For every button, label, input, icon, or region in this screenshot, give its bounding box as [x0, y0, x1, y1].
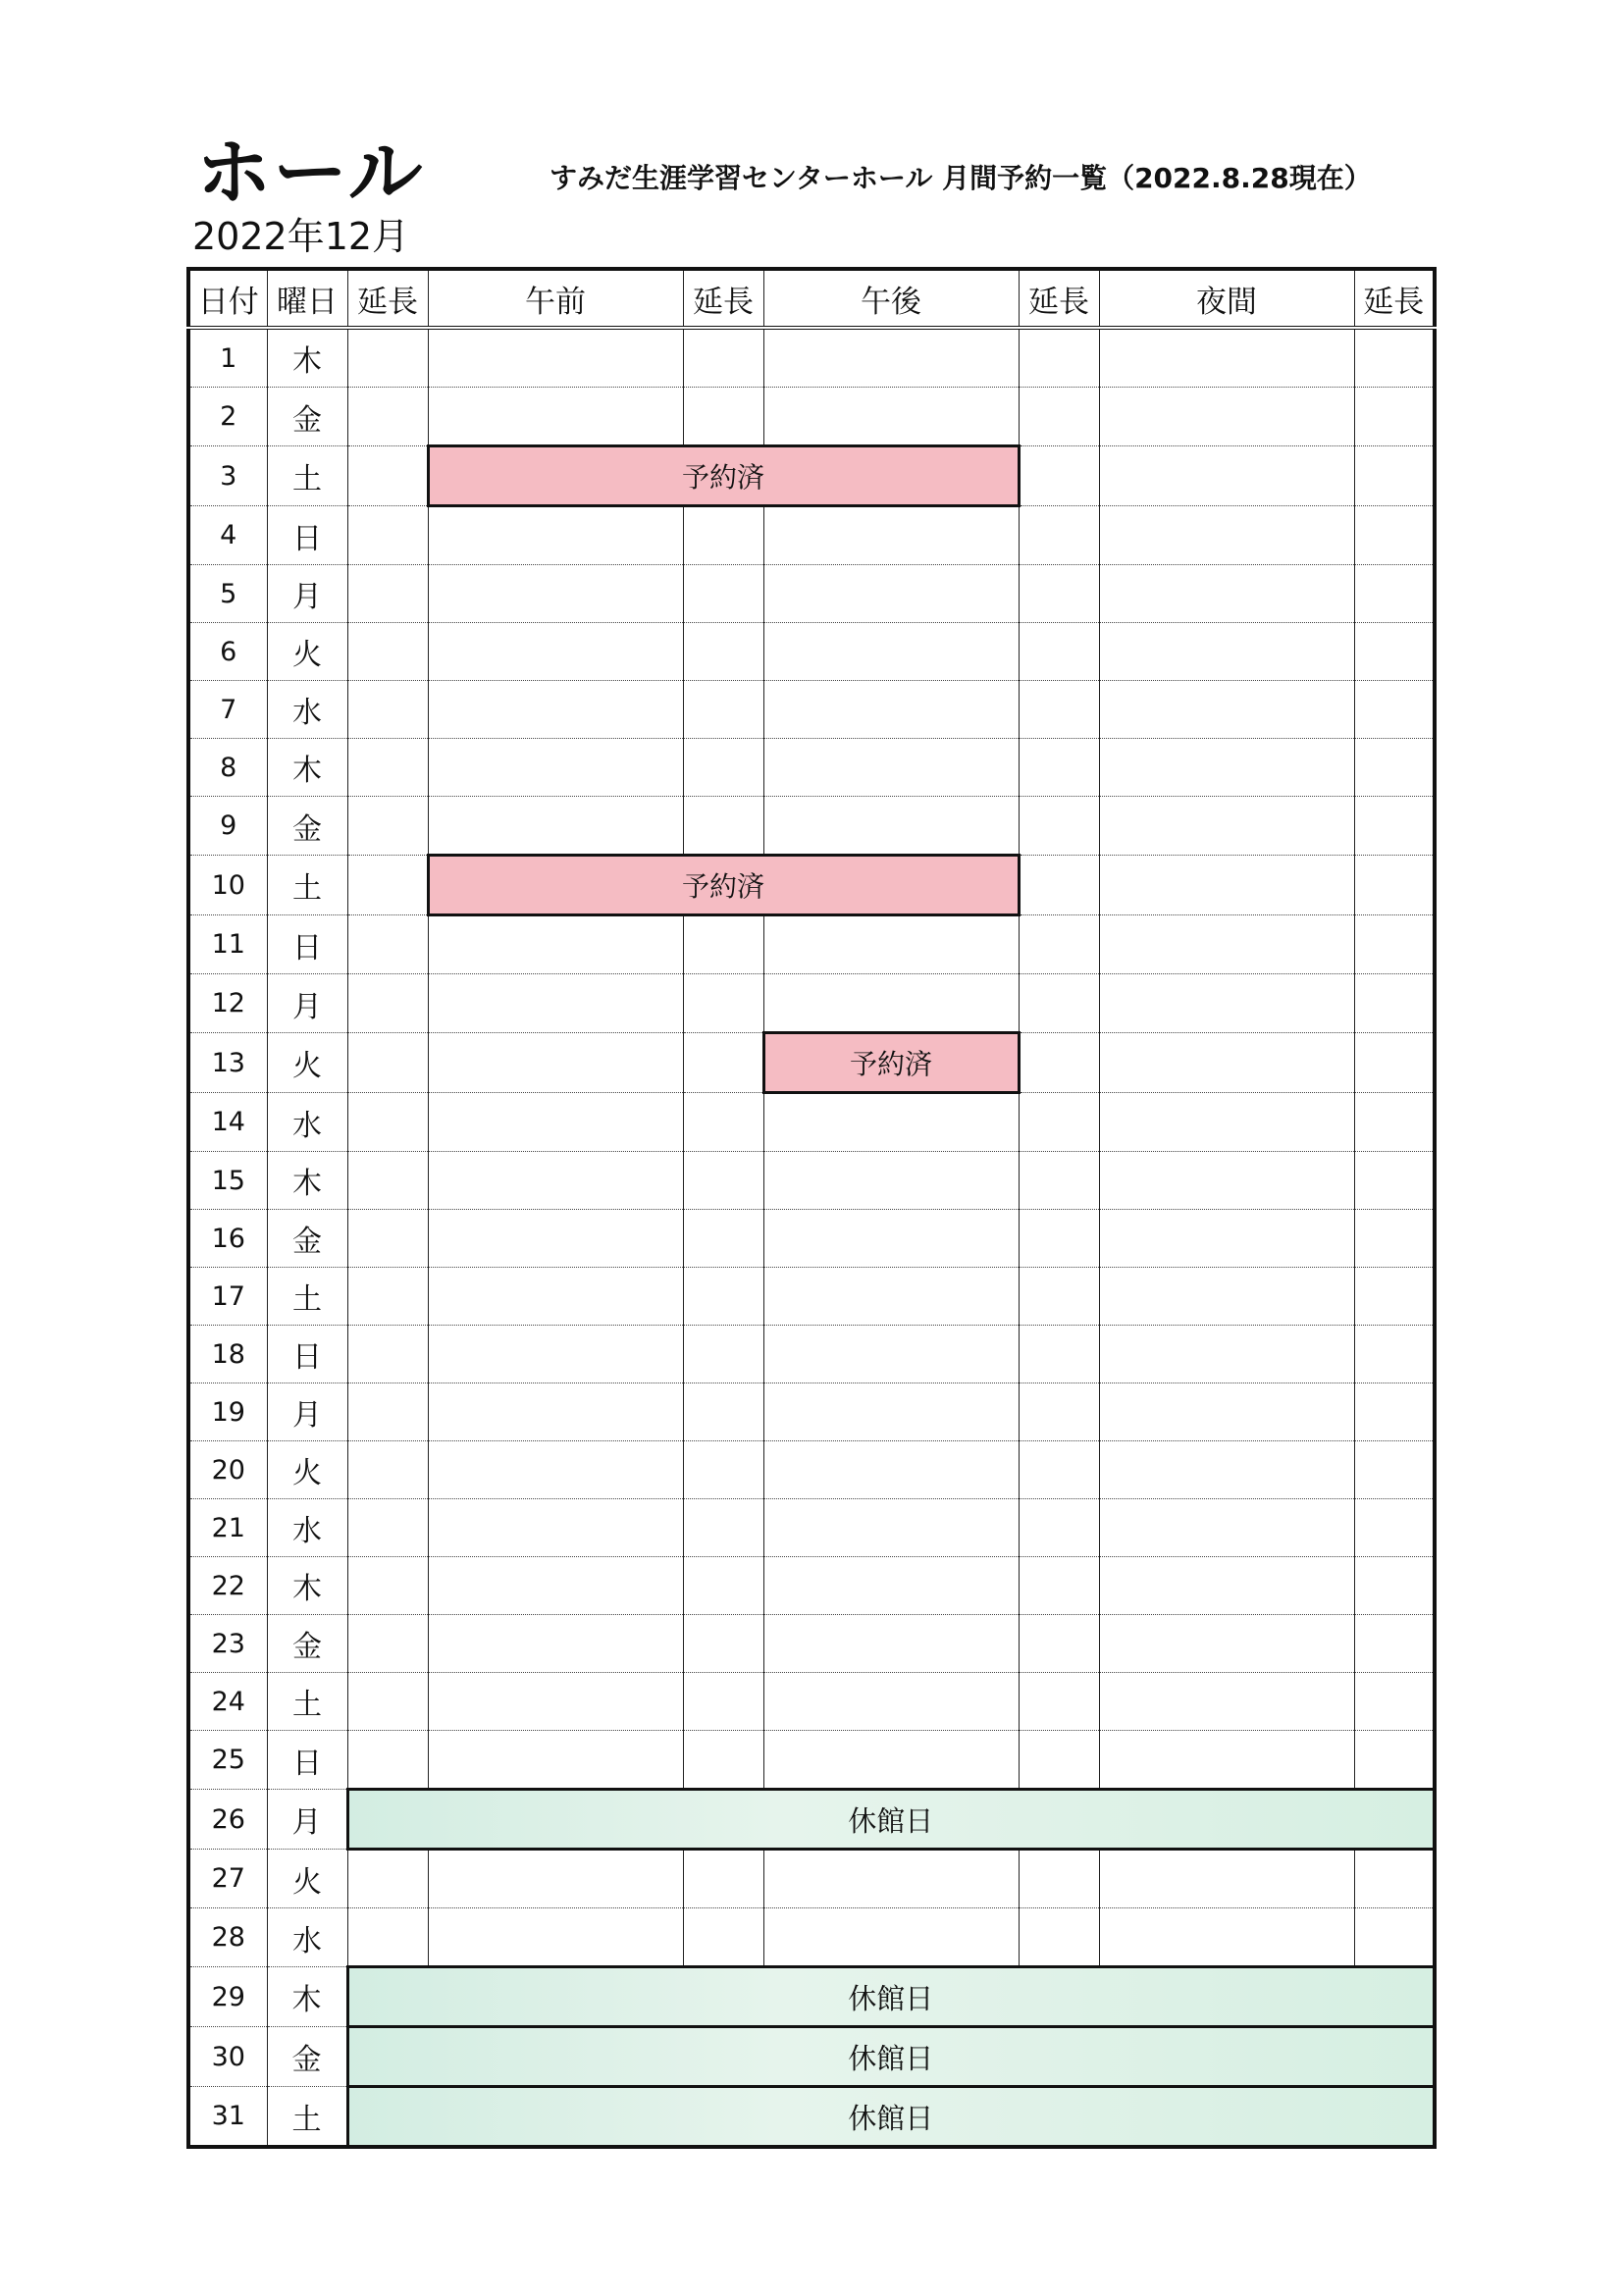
- table-row: [188, 446, 1435, 506]
- slot-cell: [1354, 1673, 1435, 1731]
- slot-cell: [1354, 1210, 1435, 1268]
- table-row: [188, 328, 1435, 388]
- slot-cell: [683, 328, 763, 388]
- slot-cell: [683, 739, 763, 797]
- slot-cell: [428, 623, 683, 681]
- slot-cell: [1099, 1210, 1354, 1268]
- table-row: [188, 388, 1435, 446]
- day-number: 18: [188, 1326, 267, 1383]
- slot-cell: [347, 739, 428, 797]
- weekday: 木: [267, 1152, 347, 1210]
- slot-cell: [428, 681, 683, 739]
- slot-cell: [347, 446, 428, 506]
- slot-cell: [1354, 1093, 1435, 1152]
- weekday: 日: [267, 915, 347, 974]
- slot-cell: [763, 1850, 1019, 1908]
- weekday: 日: [267, 1731, 347, 1790]
- slot-cell: [763, 797, 1019, 856]
- booked-cell: 予約済: [428, 446, 1019, 506]
- slot-cell: [1354, 1033, 1435, 1093]
- day-number: 25: [188, 1731, 267, 1790]
- slot-cell: [1019, 1152, 1099, 1210]
- slot-cell: [1354, 681, 1435, 739]
- slot-cell: [1099, 388, 1354, 446]
- slot-cell: [1099, 739, 1354, 797]
- slot-cell: [1354, 565, 1435, 623]
- slot-cell: [1354, 739, 1435, 797]
- slot-cell: [763, 388, 1019, 446]
- slot-cell: [1099, 1908, 1354, 1967]
- slot-cell: [428, 1152, 683, 1210]
- document-title: すみだ生涯学習センターホール 月間予約一覧（2022.8.28現在）: [550, 162, 1372, 194]
- slot-cell: [1354, 856, 1435, 915]
- weekday: 木: [267, 1557, 347, 1615]
- slot-cell: [1099, 328, 1354, 388]
- slot-cell: [1019, 1033, 1099, 1093]
- slot-cell: [763, 974, 1019, 1033]
- day-number: 17: [188, 1268, 267, 1326]
- table-row: [188, 1615, 1435, 1673]
- slot-cell: [347, 856, 428, 915]
- slot-cell: [1099, 1557, 1354, 1615]
- slot-cell: [347, 328, 428, 388]
- slot-cell: [347, 974, 428, 1033]
- slot-cell: [1354, 1731, 1435, 1790]
- reservation-table: [186, 267, 1437, 2149]
- slot-cell: [763, 681, 1019, 739]
- slot-cell: [683, 623, 763, 681]
- table-row: [188, 2027, 1435, 2087]
- slot-cell: [347, 1850, 428, 1908]
- slot-cell: [763, 1326, 1019, 1383]
- table-row: [188, 623, 1435, 681]
- slot-cell: [763, 1210, 1019, 1268]
- slot-cell: [1019, 681, 1099, 739]
- col-header-afternoon: 午後: [763, 269, 1019, 328]
- closed-day-cell: 休館日: [347, 2027, 1435, 2087]
- slot-cell: [428, 1441, 683, 1499]
- weekday: 金: [267, 1210, 347, 1268]
- table-row: [188, 1326, 1435, 1383]
- slot-cell: [1019, 974, 1099, 1033]
- slot-cell: [763, 1499, 1019, 1557]
- table-row: [188, 1908, 1435, 1967]
- table-row: [188, 1383, 1435, 1441]
- slot-cell: [683, 1326, 763, 1383]
- table-row: [188, 1268, 1435, 1326]
- slot-cell: [428, 388, 683, 446]
- table-row: [188, 681, 1435, 739]
- day-number: 12: [188, 974, 267, 1033]
- slot-cell: [347, 1033, 428, 1093]
- slot-cell: [1354, 797, 1435, 856]
- slot-cell: [1354, 446, 1435, 506]
- slot-cell: [428, 1850, 683, 1908]
- slot-cell: [428, 1093, 683, 1152]
- weekday: 火: [267, 1441, 347, 1499]
- day-number: 26: [188, 1790, 267, 1850]
- header-row: [188, 269, 1435, 328]
- table-row: [188, 1731, 1435, 1790]
- day-number: 27: [188, 1850, 267, 1908]
- day-number: 14: [188, 1093, 267, 1152]
- slot-cell: [347, 1326, 428, 1383]
- slot-cell: [347, 681, 428, 739]
- slot-cell: [1354, 1850, 1435, 1908]
- weekday: 月: [267, 565, 347, 623]
- slot-cell: [347, 915, 428, 974]
- slot-cell: [683, 1908, 763, 1967]
- slot-cell: [683, 1850, 763, 1908]
- slot-cell: [1354, 1383, 1435, 1441]
- slot-cell: [428, 328, 683, 388]
- slot-cell: [763, 1908, 1019, 1967]
- day-number: 7: [188, 681, 267, 739]
- col-header-extension: 延長: [1354, 269, 1435, 328]
- slot-cell: [683, 915, 763, 974]
- slot-cell: [763, 1093, 1019, 1152]
- table-row: [188, 1673, 1435, 1731]
- slot-cell: [347, 388, 428, 446]
- slot-cell: [763, 506, 1019, 565]
- weekday: 木: [267, 1967, 347, 2027]
- slot-cell: [428, 1383, 683, 1441]
- weekday: 火: [267, 623, 347, 681]
- slot-cell: [428, 1499, 683, 1557]
- weekday: 木: [267, 739, 347, 797]
- slot-cell: [763, 915, 1019, 974]
- weekday: 土: [267, 856, 347, 915]
- slot-cell: [1099, 623, 1354, 681]
- slot-cell: [428, 1557, 683, 1615]
- slot-cell: [763, 1383, 1019, 1441]
- slot-cell: [683, 1268, 763, 1326]
- table-row: [188, 739, 1435, 797]
- slot-cell: [1354, 1268, 1435, 1326]
- slot-cell: [1019, 1441, 1099, 1499]
- slot-cell: [1354, 1326, 1435, 1383]
- slot-cell: [1099, 974, 1354, 1033]
- col-header-extension: 延長: [683, 269, 763, 328]
- slot-cell: [1019, 446, 1099, 506]
- col-header-evening: 夜間: [1099, 269, 1354, 328]
- weekday: 木: [267, 328, 347, 388]
- slot-cell: [1354, 1499, 1435, 1557]
- day-number: 28: [188, 1908, 267, 1967]
- slot-cell: [347, 1210, 428, 1268]
- slot-cell: [428, 1326, 683, 1383]
- slot-cell: [1019, 1850, 1099, 1908]
- closed-day-cell: 休館日: [347, 2087, 1435, 2148]
- col-header-extension: 延長: [347, 269, 428, 328]
- slot-cell: [1099, 797, 1354, 856]
- table-row: [188, 915, 1435, 974]
- slot-cell: [428, 506, 683, 565]
- table-row: [188, 856, 1435, 915]
- slot-cell: [763, 1152, 1019, 1210]
- slot-cell: [1354, 506, 1435, 565]
- table-row: [188, 1033, 1435, 1093]
- slot-cell: [1354, 1908, 1435, 1967]
- slot-cell: [1019, 1326, 1099, 1383]
- slot-cell: [1019, 1210, 1099, 1268]
- slot-cell: [347, 1441, 428, 1499]
- slot-cell: [683, 1731, 763, 1790]
- slot-cell: [1019, 623, 1099, 681]
- slot-cell: [1354, 328, 1435, 388]
- slot-cell: [763, 1268, 1019, 1326]
- schedule-body: [188, 328, 1435, 2147]
- slot-cell: [683, 565, 763, 623]
- table-row: [188, 1210, 1435, 1268]
- slot-cell: [428, 974, 683, 1033]
- slot-cell: [1019, 739, 1099, 797]
- slot-cell: [347, 1383, 428, 1441]
- day-number: 1: [188, 328, 267, 388]
- slot-cell: [1354, 1441, 1435, 1499]
- slot-cell: [763, 565, 1019, 623]
- booked-cell: 予約済: [428, 856, 1019, 915]
- slot-cell: [1099, 1499, 1354, 1557]
- slot-cell: [347, 1615, 428, 1673]
- slot-cell: [428, 1673, 683, 1731]
- slot-cell: [683, 1152, 763, 1210]
- slot-cell: [347, 506, 428, 565]
- slot-cell: [683, 1441, 763, 1499]
- slot-cell: [1019, 1615, 1099, 1673]
- closed-day-cell: 休館日: [347, 1967, 1435, 2027]
- weekday: 土: [267, 2087, 347, 2148]
- booked-cell: 予約済: [763, 1033, 1019, 1093]
- slot-cell: [1354, 1557, 1435, 1615]
- slot-cell: [683, 1557, 763, 1615]
- table-row: [188, 1093, 1435, 1152]
- slot-cell: [428, 915, 683, 974]
- slot-cell: [347, 1908, 428, 1967]
- slot-cell: [683, 1615, 763, 1673]
- table-row: [188, 1152, 1435, 1210]
- slot-cell: [428, 1268, 683, 1326]
- slot-cell: [1099, 1673, 1354, 1731]
- slot-cell: [1019, 1093, 1099, 1152]
- slot-cell: [1019, 1731, 1099, 1790]
- slot-cell: [347, 1152, 428, 1210]
- slot-cell: [683, 797, 763, 856]
- slot-cell: [1099, 1615, 1354, 1673]
- weekday: 水: [267, 1093, 347, 1152]
- slot-cell: [347, 797, 428, 856]
- weekday: 金: [267, 388, 347, 446]
- slot-cell: [683, 681, 763, 739]
- slot-cell: [1099, 1731, 1354, 1790]
- slot-cell: [683, 1673, 763, 1731]
- weekday: 水: [267, 1499, 347, 1557]
- slot-cell: [1019, 1673, 1099, 1731]
- slot-cell: [1099, 1850, 1354, 1908]
- table-row: [188, 1790, 1435, 1850]
- slot-cell: [683, 388, 763, 446]
- month-label: 2022年12月: [192, 215, 410, 258]
- slot-cell: [347, 1673, 428, 1731]
- slot-cell: [1019, 328, 1099, 388]
- col-header-date: 日付: [188, 269, 267, 328]
- slot-cell: [1354, 623, 1435, 681]
- slot-cell: [1019, 856, 1099, 915]
- day-number: 23: [188, 1615, 267, 1673]
- slot-cell: [428, 797, 683, 856]
- table-row: [188, 1499, 1435, 1557]
- table-row: [188, 506, 1435, 565]
- day-number: 3: [188, 446, 267, 506]
- slot-cell: [1019, 797, 1099, 856]
- slot-cell: [1354, 1615, 1435, 1673]
- slot-cell: [347, 1268, 428, 1326]
- slot-cell: [763, 1615, 1019, 1673]
- slot-cell: [1099, 1326, 1354, 1383]
- day-number: 24: [188, 1673, 267, 1731]
- slot-cell: [428, 1731, 683, 1790]
- slot-cell: [1354, 974, 1435, 1033]
- slot-cell: [683, 1093, 763, 1152]
- slot-cell: [683, 1383, 763, 1441]
- slot-cell: [1099, 506, 1354, 565]
- slot-cell: [1099, 856, 1354, 915]
- weekday: 土: [267, 446, 347, 506]
- weekday: 水: [267, 681, 347, 739]
- col-header-extension: 延長: [1019, 269, 1099, 328]
- col-header-weekday: 曜日: [267, 269, 347, 328]
- slot-cell: [428, 739, 683, 797]
- slot-cell: [1099, 446, 1354, 506]
- slot-cell: [1099, 915, 1354, 974]
- col-header-morning: 午前: [428, 269, 683, 328]
- slot-cell: [1019, 1383, 1099, 1441]
- hall-title: ホール: [196, 129, 425, 216]
- slot-cell: [347, 1093, 428, 1152]
- slot-cell: [1099, 1033, 1354, 1093]
- slot-cell: [1099, 1152, 1354, 1210]
- day-number: 31: [188, 2087, 267, 2148]
- slot-cell: [1019, 1557, 1099, 1615]
- slot-cell: [428, 1033, 683, 1093]
- weekday: 火: [267, 1033, 347, 1093]
- day-number: 2: [188, 388, 267, 446]
- table-row: [188, 1557, 1435, 1615]
- slot-cell: [763, 1731, 1019, 1790]
- slot-cell: [683, 506, 763, 565]
- day-number: 30: [188, 2027, 267, 2087]
- weekday: 月: [267, 1790, 347, 1850]
- weekday: 日: [267, 1326, 347, 1383]
- weekday: 金: [267, 2027, 347, 2087]
- slot-cell: [1019, 1908, 1099, 1967]
- day-number: 4: [188, 506, 267, 565]
- day-number: 19: [188, 1383, 267, 1441]
- slot-cell: [683, 974, 763, 1033]
- slot-cell: [1019, 388, 1099, 446]
- table-row: [188, 1441, 1435, 1499]
- slot-cell: [347, 1731, 428, 1790]
- day-number: 20: [188, 1441, 267, 1499]
- table-row: [188, 974, 1435, 1033]
- day-number: 10: [188, 856, 267, 915]
- day-number: 16: [188, 1210, 267, 1268]
- slot-cell: [428, 565, 683, 623]
- table-row: [188, 1967, 1435, 2027]
- slot-cell: [763, 1557, 1019, 1615]
- slot-cell: [763, 1441, 1019, 1499]
- slot-cell: [683, 1499, 763, 1557]
- weekday: 金: [267, 797, 347, 856]
- slot-cell: [428, 1210, 683, 1268]
- weekday: 月: [267, 1383, 347, 1441]
- slot-cell: [1019, 1268, 1099, 1326]
- slot-cell: [683, 1210, 763, 1268]
- slot-cell: [347, 623, 428, 681]
- slot-cell: [683, 1033, 763, 1093]
- day-number: 5: [188, 565, 267, 623]
- day-number: 11: [188, 915, 267, 974]
- weekday: 土: [267, 1673, 347, 1731]
- slot-cell: [1019, 506, 1099, 565]
- weekday: 土: [267, 1268, 347, 1326]
- slot-cell: [1019, 565, 1099, 623]
- slot-cell: [347, 565, 428, 623]
- slot-cell: [763, 1673, 1019, 1731]
- weekday: 月: [267, 974, 347, 1033]
- slot-cell: [428, 1615, 683, 1673]
- slot-cell: [1099, 565, 1354, 623]
- weekday: 金: [267, 1615, 347, 1673]
- slot-cell: [1099, 1383, 1354, 1441]
- slot-cell: [1019, 1499, 1099, 1557]
- table-row: [188, 565, 1435, 623]
- day-number: 13: [188, 1033, 267, 1093]
- slot-cell: [1354, 388, 1435, 446]
- slot-cell: [347, 1557, 428, 1615]
- weekday: 日: [267, 506, 347, 565]
- slot-cell: [1354, 1152, 1435, 1210]
- slot-cell: [1099, 681, 1354, 739]
- slot-cell: [347, 1499, 428, 1557]
- day-number: 22: [188, 1557, 267, 1615]
- table-row: [188, 2087, 1435, 2148]
- weekday: 火: [267, 1850, 347, 1908]
- slot-cell: [428, 1908, 683, 1967]
- table-row: [188, 797, 1435, 856]
- table-row: [188, 1850, 1435, 1908]
- day-number: 9: [188, 797, 267, 856]
- day-number: 21: [188, 1499, 267, 1557]
- slot-cell: [1019, 915, 1099, 974]
- slot-cell: [763, 623, 1019, 681]
- day-number: 29: [188, 1967, 267, 2027]
- weekday: 水: [267, 1908, 347, 1967]
- slot-cell: [1099, 1441, 1354, 1499]
- day-number: 6: [188, 623, 267, 681]
- slot-cell: [763, 739, 1019, 797]
- day-number: 8: [188, 739, 267, 797]
- day-number: 15: [188, 1152, 267, 1210]
- slot-cell: [1099, 1268, 1354, 1326]
- closed-day-cell: 休館日: [347, 1790, 1435, 1850]
- slot-cell: [1099, 1093, 1354, 1152]
- slot-cell: [763, 328, 1019, 388]
- slot-cell: [1354, 915, 1435, 974]
